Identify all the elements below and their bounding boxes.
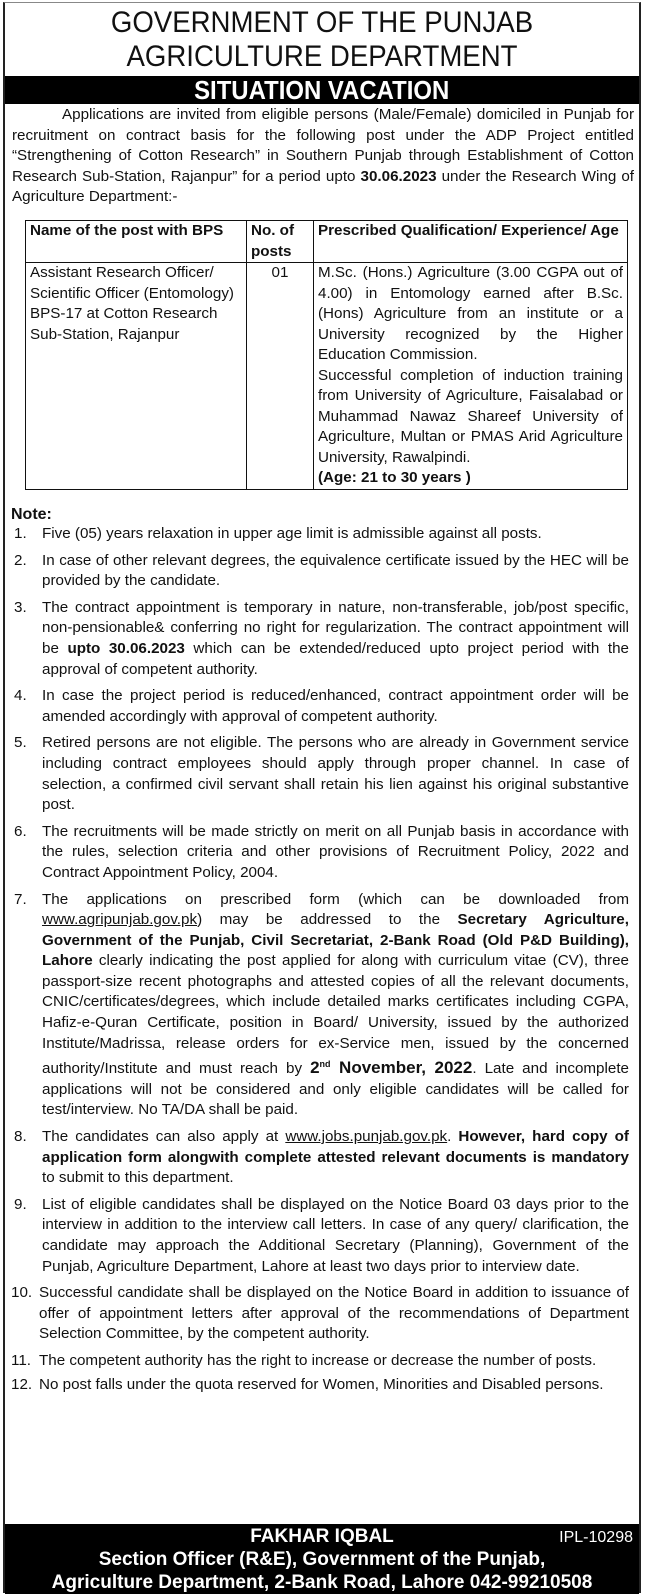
deadline-ordinal: nd: [319, 1059, 331, 1070]
col-post-name: Name of the post with BPS: [26, 221, 247, 263]
note-number: 1.: [14, 525, 27, 542]
note-text: clearly indicating the post applied for along with curriculum vitae (CV), three passport-size recent photographs and attested copies of all the relevant documents, CNIC/certificates/degrees, which include detailed marks certificates including CGPA, Hafiz-e-Quran Certificate, position in Board/ University, issued by the authorized Institute/Madrissa, release orders for ex-Service men, issued by the concerned authority/Institute and must reach by: [42, 952, 629, 1078]
note-number: 8.: [14, 1128, 27, 1146]
note-number: 7.: [14, 890, 27, 908]
note-item: [5, 1283, 635, 1345]
note-number: 4.: [14, 687, 27, 705]
col-posts-count: No. of posts: [247, 221, 314, 263]
note-text: The competent authority has the right to increase or decrease the number of posts.: [39, 1351, 597, 1369]
banner-text: SITUATION VACATION: [194, 75, 450, 105]
signature-footer: [5, 1524, 639, 1594]
note-item: [5, 1127, 635, 1189]
note-text: . Late and incomplete applications will not be considered and only eligible candidates will be called for test/interview. No TA/DA shall be paid.: [42, 1060, 629, 1119]
note-item: [5, 1195, 635, 1277]
note-text: In case of other relevant degrees, the equivalence certificate issued by the HEC will be provided by the candidate.: [42, 551, 629, 590]
advertisement-page: [3, 2, 641, 1593]
note-text: to submit to this department.: [42, 1169, 234, 1187]
mailing-address: Secretary Agriculture, Government of the Punjab, Civil Secretariat, 2-Bank Road (Old P&D Building), Lahore: [42, 911, 629, 970]
note-label: Note:: [11, 506, 52, 523]
note-number: 10.: [11, 1284, 33, 1302]
note-text: Successful candidate shall be displayed on the Notice Board in addition to issuance of offer of appointment letters after approval of the recommendations of Department Selection Committee, by the competent authority.: [39, 1284, 629, 1343]
note-item: [5, 524, 635, 545]
note-text: No post falls under the quota reserved for Women, Minorities and Disabled persons.: [39, 1375, 604, 1393]
department-address: Agriculture Department, 2-Bank Road, Lahore 042-99210508: [51, 1572, 593, 1593]
qualification-training: Successful completion of induction training from University of Agriculture, Faisalabad or Muhammad Nawaz Shareef University of Agriculture, Multan or PMAS Arid Agriculture University, Rawalpindi.: [318, 366, 623, 466]
note-text: .: [447, 1128, 459, 1146]
post-name-cell: Assistant Research Officer/ Scientific Officer (Entomology) BPS-17 at Cotton Research Sub-Station, Rajanpur: [26, 263, 247, 490]
intro-text-end: under the Research Wing of Agriculture Department:-: [12, 167, 634, 205]
jobs-punjab-link[interactable]: www.jobs.punjab.gov.pk: [285, 1128, 448, 1146]
hard-copy-requirement: However, hard copy of application form alongwith complete attested relevant documents is mandatory: [42, 1128, 629, 1166]
officer-designation: Section Officer (R&E), Government of the Punjab,: [98, 1549, 546, 1570]
note-number: 12.: [11, 1375, 33, 1393]
table-header-row: [26, 221, 628, 263]
note-text: The applications on prescribed form (which can be downloaded from: [42, 890, 629, 908]
qualification-cell: [314, 263, 628, 490]
note-item: [5, 822, 635, 884]
col-qualification: Prescribed Qualification/ Experience/ Age: [314, 221, 628, 263]
note-number: 2.: [14, 551, 27, 569]
department-title: AGRICULTURE DEPARTMENT: [126, 40, 518, 73]
govt-title: GOVERNMENT OF THE PUNJAB: [110, 6, 534, 39]
contract-end-date: upto 30.06.2023: [67, 639, 185, 657]
note-text: In case the project period is reduced/enhanced, contract appointment order will be amended accordingly with approval of competent authority.: [42, 687, 629, 725]
intro-paragraph: [12, 105, 634, 208]
notes-list: [5, 524, 635, 1401]
posts-count-cell: 01: [247, 263, 314, 490]
note-text: List of eligible candidates shall be displayed on the Notice Board 03 days prior to the interview in addition to the interview call letters. In case of any query/ clarification, the candidate may approach the Additional Secretary (Planning), Government of the Punjab, Agriculture Department, Lahore at least two days prior to interview date.: [42, 1195, 629, 1275]
note-item: [5, 890, 635, 1122]
note-item: [5, 686, 635, 727]
deadline-date: [310, 1058, 472, 1077]
deadline-day: 2: [310, 1058, 320, 1078]
situation-vacation-banner: [5, 76, 639, 104]
note-number: 6.: [14, 822, 27, 840]
agripunjab-link[interactable]: www.agripunjab.gov.pk: [42, 911, 198, 929]
age-limit: (Age: 21 to 30 years ): [318, 469, 471, 486]
officer-name: FAKHAR IQBAL: [250, 1526, 394, 1547]
note-text: which can be extended/reduced upto project period with the approval of competent authority.: [42, 639, 629, 678]
note-item: [5, 1375, 635, 1396]
posts-table: [25, 220, 628, 490]
note-text: Five (05) years relaxation in upper age limit is admissible against all posts.: [42, 525, 542, 542]
note-number: 3.: [14, 598, 27, 616]
note-text: The recruitments will be made strictly on merit on all Punjab basis in accordance with the rules, selection criteria and other provisions of Recruitment Policy, 2022 and Contract Appointment Policy, 2004.: [42, 822, 629, 881]
note-item: [5, 1351, 635, 1372]
intro-text: Applications are invited from eligible persons (Male/Female) domiciled in Punjab for recruitment on contract basis for the following post under the ADP Project entitled “Strengthening of Cotton Research” in Southern Punjab through Establishment of Cotton Research Sub-Station, Rajanpur” for a period upto: [12, 106, 634, 185]
note-item: [5, 551, 635, 592]
ipl-reference: IPL-10298: [559, 1529, 633, 1546]
note-number: 11.: [11, 1351, 31, 1369]
note-text: The candidates can also apply at: [42, 1128, 286, 1146]
note-number: 9.: [14, 1195, 27, 1213]
note-text: ) may be addressed to the: [197, 911, 458, 929]
note-item: [5, 598, 635, 680]
intro-date: 30.06.2023: [360, 167, 437, 185]
table-row: [26, 263, 628, 490]
deadline-month-year: November, 2022: [330, 1058, 473, 1078]
note-text: Retired persons are not eligible. The persons who are already in Government service including contract employees should apply through proper channel. In case of selection, a confirmed civil servant shall retain his lien against his original substantive post.: [42, 734, 629, 814]
note-number: 5.: [14, 734, 27, 752]
qualification-degree: M.Sc. (Hons.) Agriculture (3.00 CGPA out of 4.00) in Entomology earned after B.Sc. (Hons) Agriculture from an institute or a University recognized by the Higher Education Commission.: [318, 264, 623, 363]
note-text: The contract appointment is temporary in nature, non-transferable, job/post specific, non-pensionable& conferring no right for regularization. The contract appointment will be: [42, 598, 629, 657]
note-item: [5, 733, 635, 815]
